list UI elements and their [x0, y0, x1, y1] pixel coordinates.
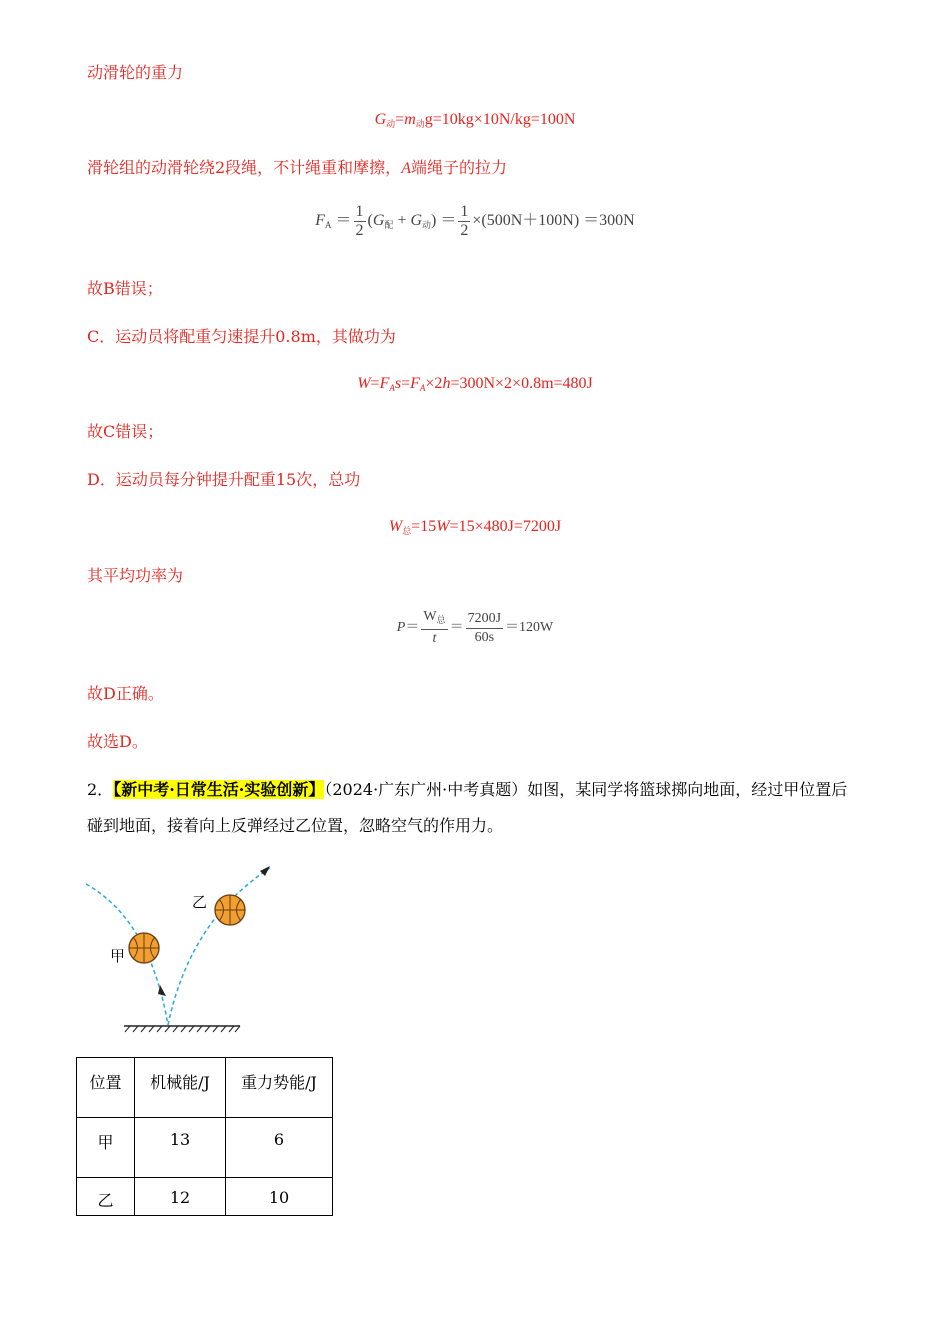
basketball-jia	[129, 933, 159, 963]
basketball-yi	[215, 895, 245, 925]
equation-pulley-weight: $G_动=m_动g=10kg\times 10N/kg=100N$	[374, 111, 576, 129]
table-header: 重力势能/J	[226, 1058, 333, 1118]
table-header: 机械能/J	[135, 1058, 226, 1118]
question-2: 2．【新中考·日常生活·实验创新】（2024·广东广州·中考真题）如图，某同学将篮球掷向地面，经过甲位置后碰到地面，接着向上反弹经过乙位置，忽略空气的作用力。	[87, 780, 848, 835]
question-tag: 【新中考·日常生活·实验创新】	[113, 780, 325, 799]
table-cell: 10	[226, 1178, 333, 1216]
solution-text-line: 故C错误；	[87, 422, 164, 441]
table-row	[77, 1178, 333, 1216]
solution-text-line: 滑轮组的动滑轮绕2段绳，不计绳重和摩擦，A端绳子的拉力	[87, 158, 507, 177]
table-cell: 乙	[77, 1178, 135, 1216]
solution-text-line: 动滑轮的重力	[87, 63, 184, 82]
table-header-row	[77, 1058, 333, 1118]
upward-trajectory	[168, 868, 270, 1025]
table-cell: 6	[226, 1118, 333, 1178]
solution-text-line: 其平均功率为	[87, 566, 184, 585]
table-cell: 13	[135, 1118, 226, 1178]
arrow-up-icon	[260, 866, 270, 876]
table-header: 位置	[77, 1058, 135, 1118]
label-yi: 乙	[192, 893, 208, 911]
equation-work: $W=F_As=F_A\times 2h=300N\times 2\times 0.8m=480J$	[357, 375, 593, 393]
solution-text-line: C．运动员将配重匀速提升0.8m，其做功为	[87, 327, 396, 346]
table-cell: 甲	[77, 1118, 135, 1178]
equation-total-work: $W_总=15W=15\times 480J=7200J$	[388, 518, 562, 536]
solution-text-line: 故选D。	[87, 732, 148, 751]
table-cell: 12	[135, 1178, 226, 1216]
solution-text-line: 故B错误；	[87, 279, 163, 298]
solution-text-line: D．运动员每分钟提升配重15次，总功	[87, 470, 361, 489]
label-jia: 甲	[110, 947, 126, 965]
solution-text-line: 故D正确。	[87, 684, 164, 703]
table-row	[77, 1118, 333, 1178]
equation-power: P＝ $\frac{W_总}{t}$ ＝ $\frac{7200J}{60s}$ ＝120W	[396, 609, 554, 646]
ground-hatching	[125, 1026, 240, 1032]
energy-table	[76, 1057, 333, 1216]
basketball-trajectory-figure	[80, 860, 280, 1035]
equation-rope-tension: $F_A$ ＝ $\frac{1}{2}$ $(G_配 + G_动)$ ＝ $\frac{1}{2}$ ×(500N＋100N) ＝300N	[315, 203, 635, 239]
